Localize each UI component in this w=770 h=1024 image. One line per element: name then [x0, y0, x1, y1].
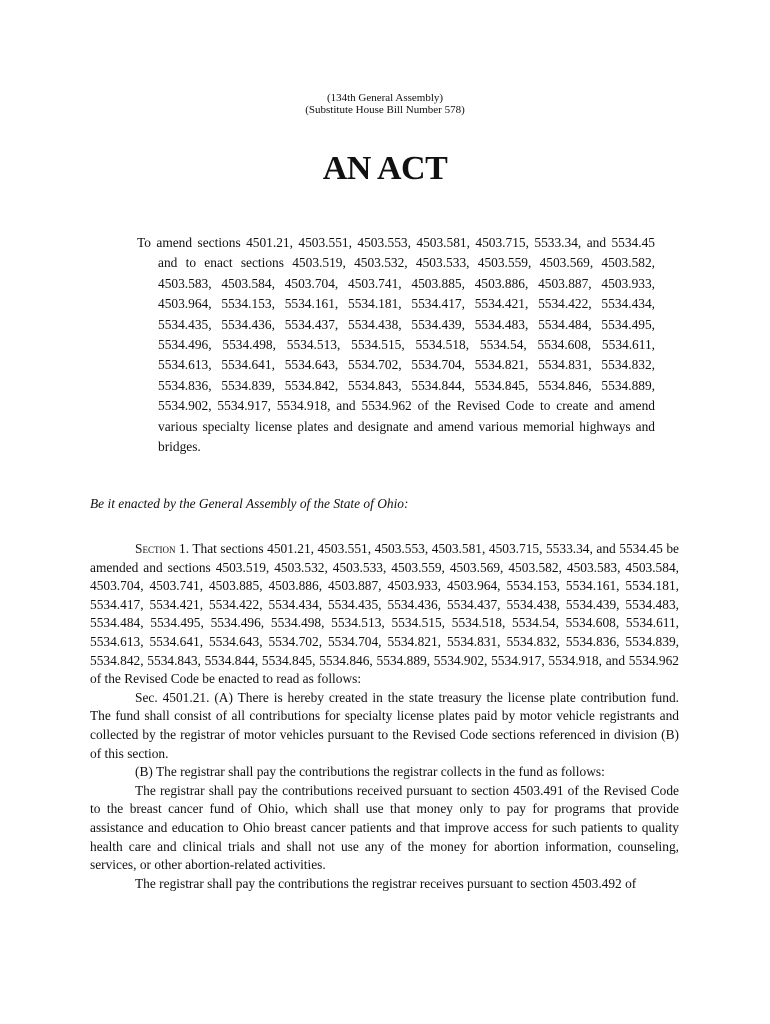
act-title: AN ACT: [322, 150, 448, 187]
bill-body: [90, 540, 679, 893]
body-paragraph: (B) The registrar shall pay the contributions the registrar collects in the fund as follows:: [135, 764, 605, 780]
section-1-text: 1. That sections 4501.21, 4503.551, 4503.553, 4503.581, 4503.715, 5533.34, and 5534.45 be amended and sections 4503.519, 4503.532, 4503.533, 4503.559, 4503.569, 4503.582, 4503.583, 4503.584, 4503.704, 4503.741, 4503.885, 4503.886, 4503.887, 4503.933, 4503.964, 5534.153, 5534.161, 5534.181, 5534.417, 5534.421, 5534.422, 5534.434, 5534.435, 5534.436, 5534.437, 5534.438, 5534.439, 5534.483, 5534.484, 5534.495, 5534.496, 5534.498, 5534.513, 5534.515, 5534.518, 5534.54, 5534.608, 5534.611, 5534.613, 5534.641, 5534.643, 5534.702, 5534.704, 5534.821, 5534.831, 5534.832, 5534.836, 5534.839, 5534.842, 5534.843, 5534.844, 5534.845, 5534.846, 5534.889, 5534.902, 5534.917, 5534.918, and 5534.962 of the Revised Code be enacted to read as follows:: [90, 541, 679, 687]
section-label: Section: [135, 541, 176, 556]
title-paragraph: To amend sections 4501.21, 4503.551, 4503.553, 4503.581, 4503.715, 5533.34, and 5534.45 and to enact sections 4503.519, 4503.532, 4503.533, 4503.559, 4503.569, 4503.582, 4503.583, 4503.584, 4503.704, 4503.741, 4503.885, 4503.886, 4503.887, 4503.933, 4503.964, 5534.153, 5534.161, 5534.181, 5534.417, 5534.421, 5534.422, 5534.434, 5534.435, 5534.436, 5534.437, 5534.438, 5534.439, 5534.483, 5534.484, 5534.495, 5534.496, 5534.498, 5534.513, 5534.515, 5534.518, 5534.54, 5534.608, 5534.611, 5534.613, 5534.641, 5534.643, 5534.702, 5534.704, 5534.821, 5534.831, 5534.832, 5534.836, 5534.839, 5534.842, 5534.843, 5534.844, 5534.845, 5534.846, 5534.889, 5534.902, 5534.917, 5534.918, and 5534.962 of the Revised Code to create and amend various specialty license plates and designate and amend various memorial highways and bridges.: [137, 235, 655, 455]
body-paragraph: Sec. 4501.21. (A) There is hereby created in the state treasury the license plate contribution fund. The fund shall consist of all contributions for specialty license plates paid by motor vehicle registrants and collected by the registrar of motor vehicles pursuant to the Revised Code sections referenced in division (B) of this section.: [90, 689, 679, 761]
enacting-clause: Be it enacted by the General Assembly of the State of Ohio:: [90, 496, 409, 511]
general-assembly-line: (134th General Assembly): [326, 92, 444, 104]
body-paragraph: The registrar shall pay the contributions the registrar receives pursuant to section 4503.492 of: [135, 875, 637, 891]
bill-number-line: (Substitute House Bill Number 578): [305, 104, 465, 116]
section-1-paragraph: [90, 540, 679, 689]
body-paragraph: The registrar shall pay the contributions received pursuant to section 4503.491 of the Revised Code to the breast cancer fund of Ohio, which shall use that money only to pay for programs that provide assistance and education to Ohio breast cancer patients and that improve access for such patients to quality health care and clinical trials and shall not use any of the money for abortion information, counseling, services, or other abortion-related activities.: [90, 782, 679, 873]
bill-header: [0, 92, 770, 116]
